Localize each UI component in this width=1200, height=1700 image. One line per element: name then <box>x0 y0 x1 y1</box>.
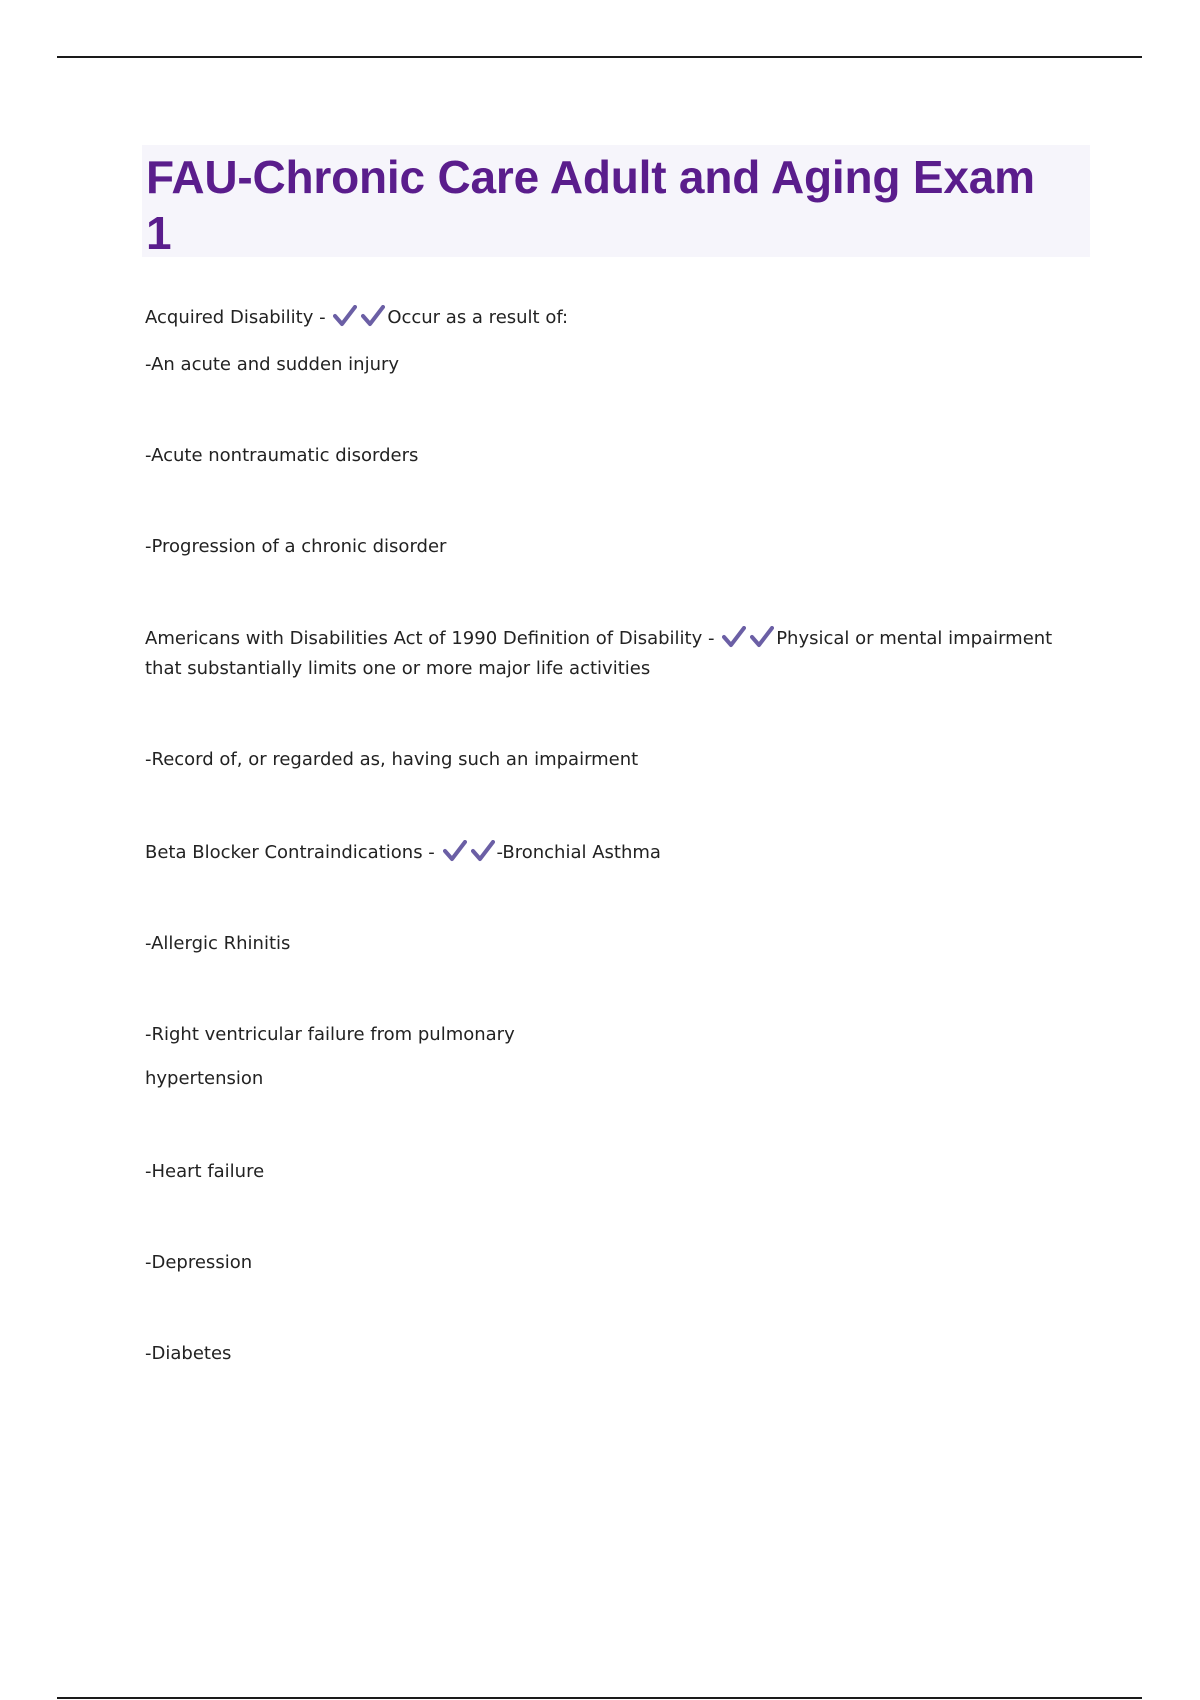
qa-answer-continuation: that substantially limits one or more major life activities <box>145 658 651 679</box>
list-item: -Right ventricular failure from pulmonary <box>145 1024 515 1045</box>
list-item: -Diabetes <box>145 1343 232 1364</box>
list-item: -An acute and sudden injury <box>145 354 400 375</box>
check-mark-icon <box>361 305 385 327</box>
check-mark-icon <box>722 626 746 648</box>
qa-answer: Occur as a result of: <box>387 307 569 328</box>
qa-answer: -Bronchial Asthma <box>496 842 661 863</box>
qa-acquired-disability <box>145 303 568 333</box>
list-item: -Record of, or regarded as, having such an impairment <box>145 749 639 770</box>
qa-ada-definition <box>145 624 1052 654</box>
list-item: -Allergic Rhinitis <box>145 933 291 954</box>
qa-answer: Physical or mental impairment <box>776 628 1053 649</box>
footer-rule <box>57 1697 1142 1699</box>
qa-beta-blocker <box>145 838 661 868</box>
list-item: -Progression of a chronic disorder <box>145 536 447 557</box>
header-rule <box>57 56 1142 58</box>
list-item: -Depression <box>145 1252 253 1273</box>
qa-term: Beta Blocker Contraindications - <box>145 842 441 863</box>
title-block <box>142 145 1090 257</box>
check-mark-icon <box>443 840 467 862</box>
check-mark-icon <box>471 840 495 862</box>
list-item: -Heart failure <box>145 1161 265 1182</box>
list-item: hypertension <box>145 1068 264 1089</box>
title-line-2: 1 <box>146 207 172 259</box>
qa-term: Americans with Disabilities Act of 1990 Definition of Disability - <box>145 628 721 649</box>
check-mark-icon <box>750 626 774 648</box>
document-title <box>146 149 1086 261</box>
title-line-1: FAU-Chronic Care Adult and Aging Exam <box>146 151 1035 203</box>
qa-term: Acquired Disability - <box>145 307 332 328</box>
list-item: -Acute nontraumatic disorders <box>145 445 419 466</box>
check-mark-icon <box>333 305 357 327</box>
